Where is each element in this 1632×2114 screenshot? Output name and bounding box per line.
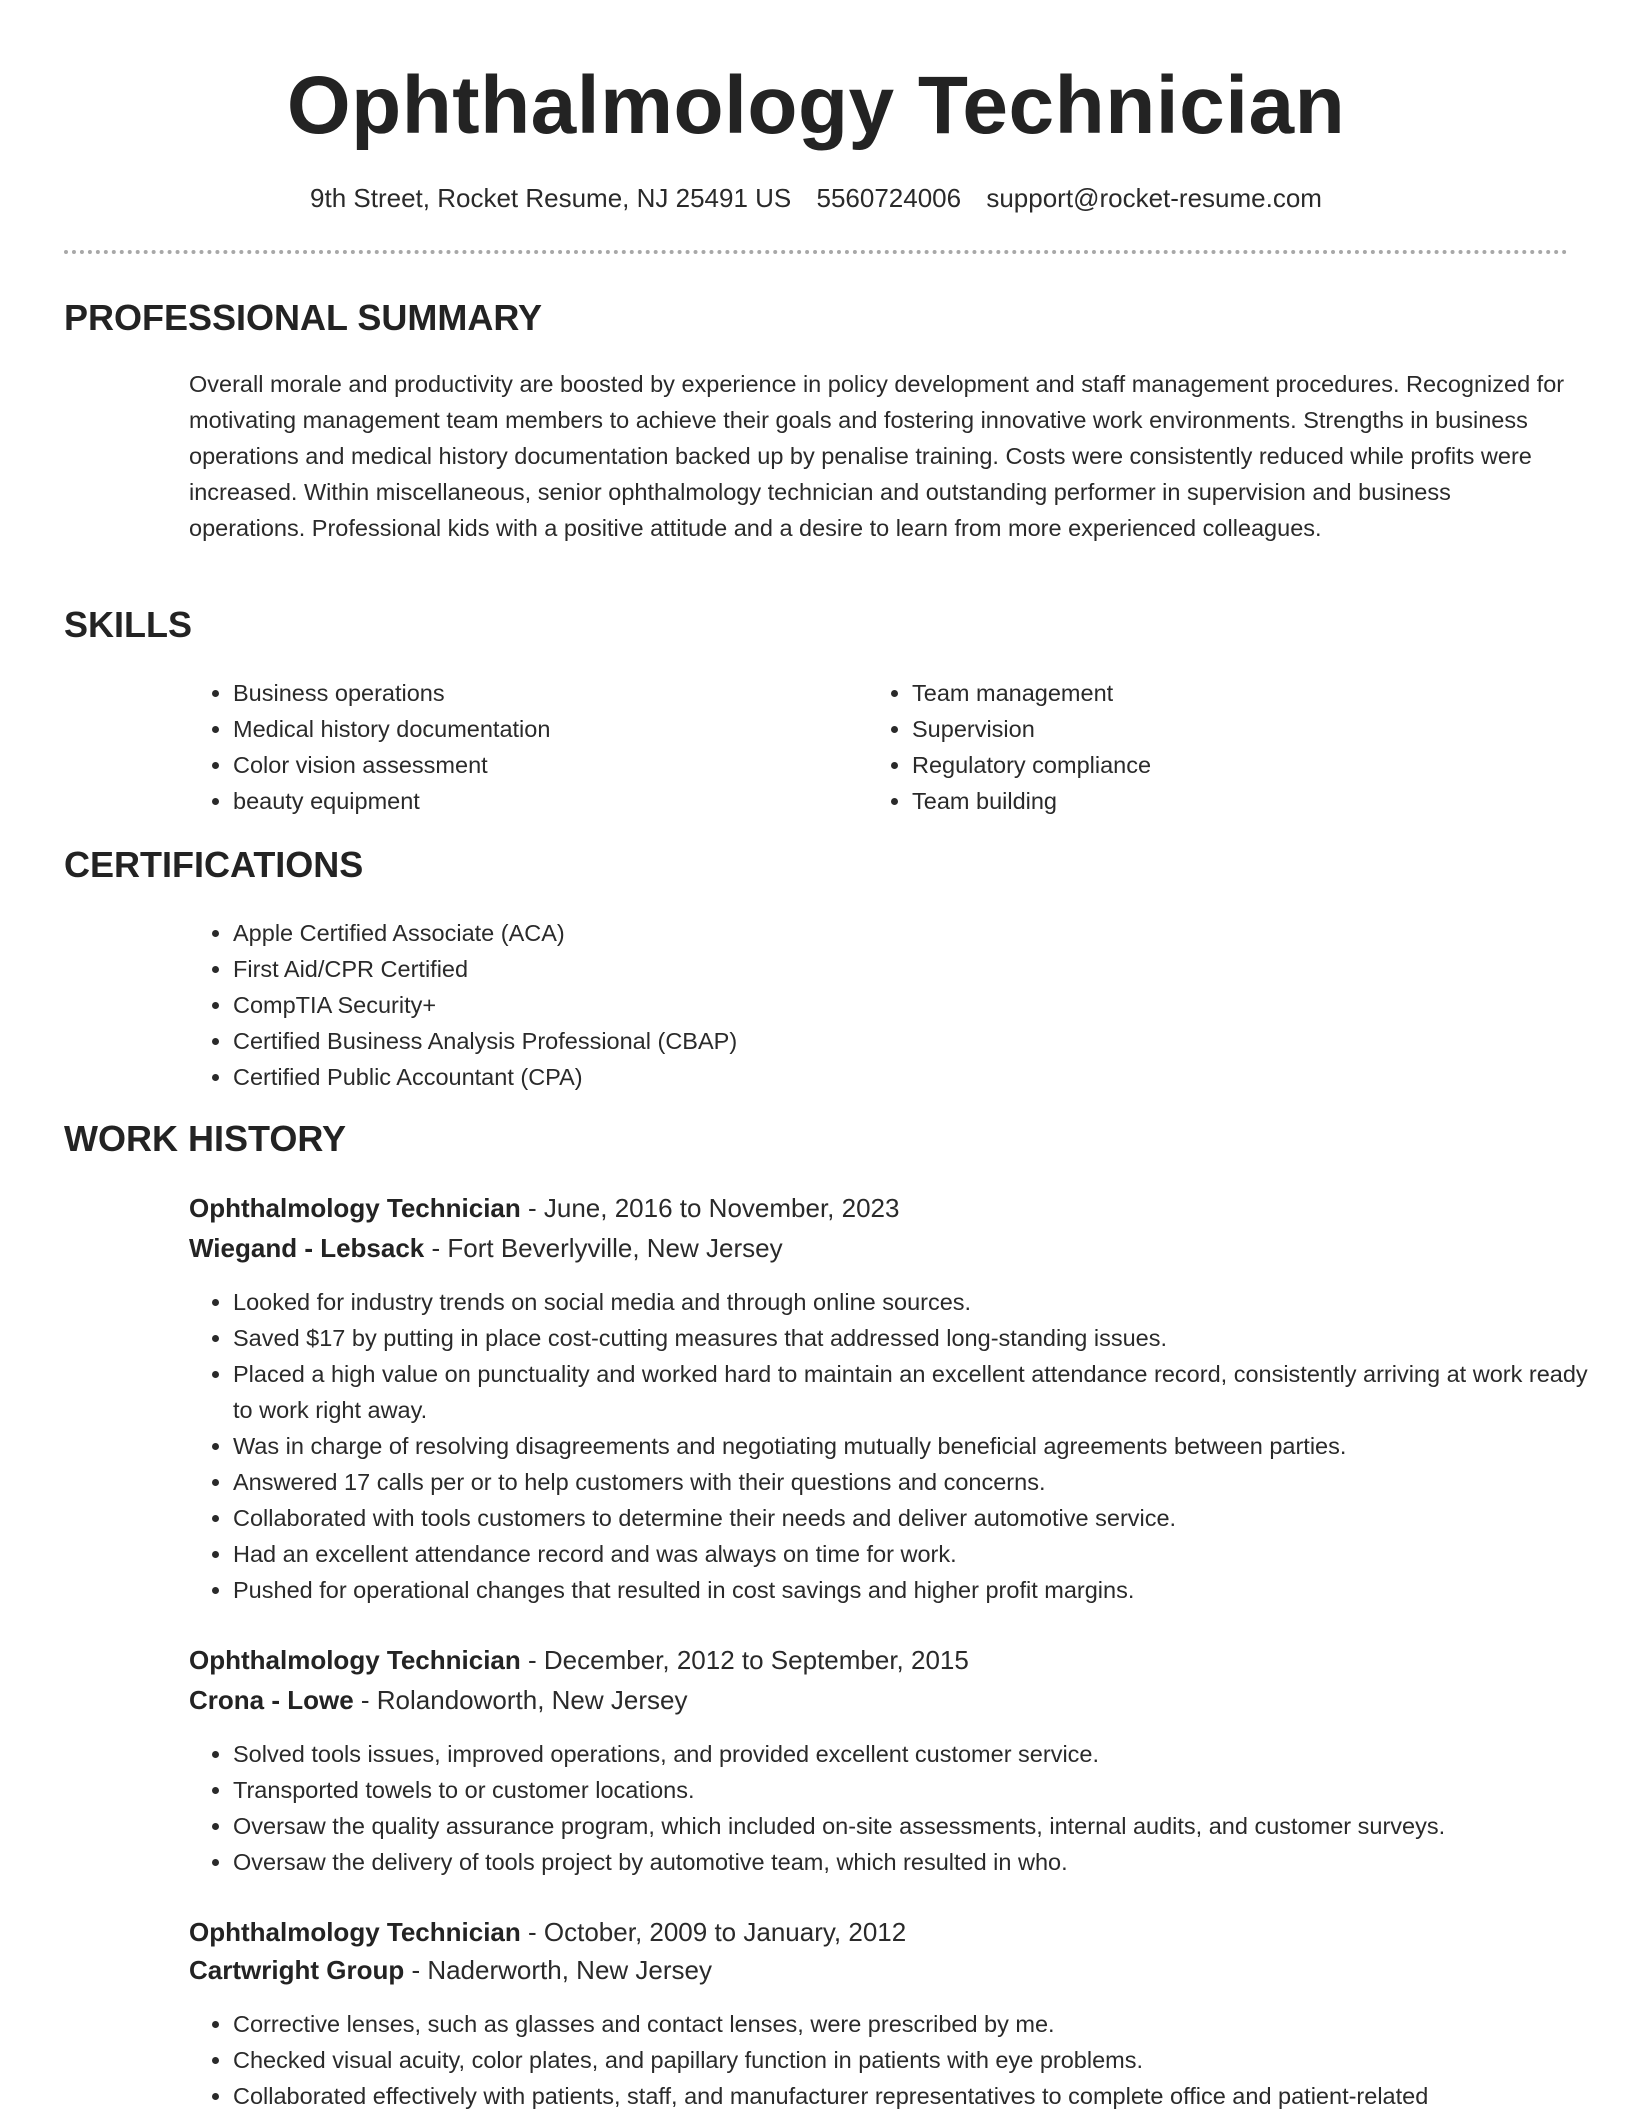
job-company-line [189,1230,783,1266]
job-location: - Naderworth, New Jersey [404,1955,712,1985]
skills-list-left [189,675,853,819]
job-company-line [189,1682,687,1718]
job-title-line [189,1642,969,1678]
job-bullet: • Collaborated with tools customers to determine their needs and deliver automotive service. [233,1500,1613,1536]
job-bullets [189,1284,1613,1608]
work-history-heading: WORK HISTORY [64,1118,347,1159]
job-role: Ophthalmology Technician [189,1917,521,1947]
job-bullet: • Was in charge of resolving disagreements and negotiating mutually beneficial agreements between parties. [233,1428,1613,1464]
job-dates: - October, 2009 to January, 2012 [520,1917,907,1947]
skill-item: • Color vision assessment [233,747,853,783]
job-bullets [189,2006,1613,2114]
job-bullet: • Looked for industry trends on social media and through online sources. [233,1284,1613,1320]
contact-line [0,180,1632,216]
job-title-line [189,1914,906,1950]
job-company: Crona - Lowe [189,1685,354,1715]
job-bullets [189,1736,1613,1880]
summary-text: Overall morale and productivity are boosted by experience in policy development and staff management procedures. Recognized for motivating management team members to achieve their goals and fostering innovative work environments. Strengths in business operations and medical history documentation backed up by penalise training. Costs were consistently reduced while profits were increased. Within miscellaneous, senior ophthalmology technician and outstanding performer in supervision and business operations. Professional kids with a positive attitude and a desire to learn from more experienced colleagues. [189,371,1565,541]
page-title: Ophthalmology Technician [286,60,1346,151]
header-divider [64,250,1568,254]
skill-item: • Supervision [912,711,1532,747]
job-company-line [189,1952,712,1988]
contact-phone: 5560724006 [816,183,962,213]
certifications-heading: CERTIFICATIONS [64,844,364,885]
job-company: Wiegand - Lebsack [189,1233,425,1263]
skill-item: • Medical history documentation [233,711,853,747]
skills-list-right [868,675,1532,819]
skill-item: • Team management [912,675,1532,711]
job-bullet: • Checked visual acuity, color plates, and papillary function in patients with eye problems. [233,2042,1613,2078]
job-bullet: • Had an excellent attendance record and was always on time for work. [233,1536,1613,1572]
job-role: Ophthalmology Technician [189,1193,521,1223]
job-bullet: • Oversaw the quality assurance program, which included on-site assessments, internal audits, and customer surveys. [233,1808,1613,1844]
certification-item: • First Aid/CPR Certified [233,951,1613,987]
skill-item: • Regulatory compliance [912,747,1532,783]
certification-item: • Certified Public Accountant (CPA) [233,1059,1613,1095]
job-dates: - December, 2012 to September, 2015 [520,1645,969,1675]
job-location: - Rolandoworth, New Jersey [353,1685,688,1715]
certification-item: • CompTIA Security+ [233,987,1613,1023]
skill-item: • Team building [912,783,1532,819]
certification-item: • Certified Business Analysis Professional (CBAP) [233,1023,1613,1059]
job-bullet: • Solved tools issues, improved operations, and provided excellent customer service. [233,1736,1613,1772]
skill-item: • Business operations [233,675,853,711]
certifications-list [189,915,1613,1095]
job-location: - Fort Beverlyville, New Jersey [424,1233,783,1263]
contact-email: support@rocket-resume.com [986,183,1322,213]
job-company: Cartwright Group [189,1955,405,1985]
job-role: Ophthalmology Technician [189,1645,521,1675]
summary-heading: PROFESSIONAL SUMMARY [64,297,543,338]
job-bullet: • Saved $17 by putting in place cost-cutting measures that addressed long-standing issues. [233,1320,1613,1356]
job-bullet: • Placed a high value on punctuality and worked hard to maintain an excellent attendance record, consistently arriving at work ready to work right away. [233,1356,1613,1428]
job-bullet: • Collaborated effectively with patients, staff, and manufacturer representatives to complete office and patient-related [233,2078,1613,2114]
job-bullet: • Oversaw the delivery of tools project by automotive team, which resulted in who. [233,1844,1613,1880]
job-dates: - June, 2016 to November, 2023 [520,1193,900,1223]
job-title-line [189,1190,899,1226]
job-bullet: • Pushed for operational changes that resulted in cost savings and higher profit margins. [233,1572,1613,1608]
skills-heading: SKILLS [64,604,193,645]
certification-item: • Apple Certified Associate (ACA) [233,915,1613,951]
contact-address: 9th Street, Rocket Resume, NJ 25491 US [310,183,792,213]
job-bullet: • Transported towels to or customer locations. [233,1772,1613,1808]
skill-item: • beauty equipment [233,783,853,819]
job-bullet: • Answered 17 calls per or to help customers with their questions and concerns. [233,1464,1613,1500]
job-bullet: • Corrective lenses, such as glasses and contact lenses, were prescribed by me. [233,2006,1613,2042]
